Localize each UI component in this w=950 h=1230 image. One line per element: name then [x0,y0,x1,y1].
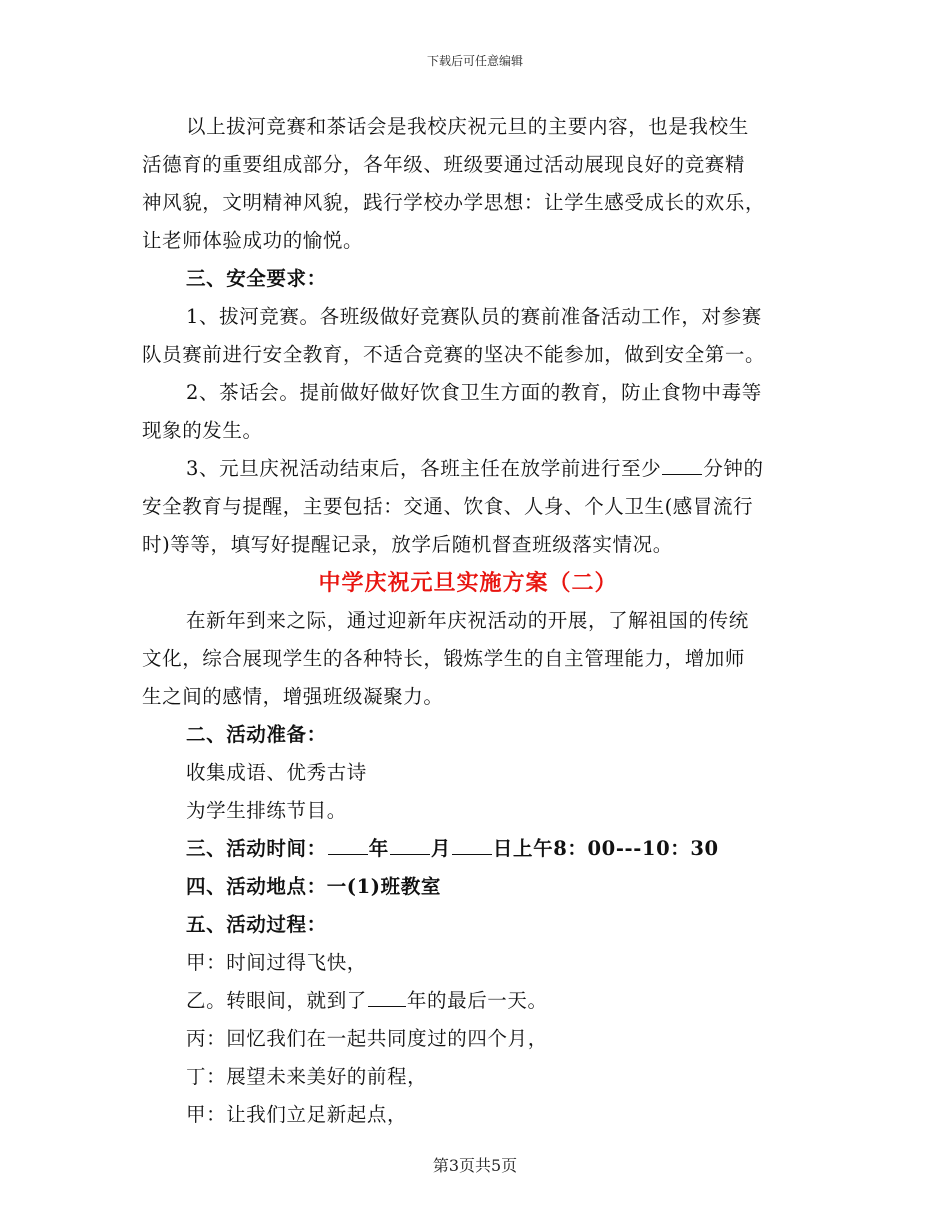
dialogue-line: 甲：让我们立足新起点， [186,1103,408,1126]
page-footer: 第3页共5页 [432,1156,518,1175]
paragraph-line: 2、茶话会。提前做好做好饮食卫生方面的教育，防止食物中毒等 [186,381,762,404]
dialogue-line: 丙：回忆我们在一起共同度过的四个月， [186,1027,548,1050]
paragraph-line: 现象的发生。 [142,419,263,442]
section-heading-process: 五、活动过程： [186,913,327,936]
page-header: 下载后可任意编辑 [426,54,523,68]
paragraph-line: 在新年到来之际，通过迎新年庆祝活动的开展，了解祖国的传统 [186,609,749,632]
list-item: 为学生排练节目。 [186,799,347,822]
paragraph-line: 以上拔河竞赛和茶话会是我校庆祝元旦的主要内容，也是我校生 [186,115,749,138]
text-segment: 乙。转眼间，就到了 [186,989,367,1012]
section-title: 中学庆祝元旦实施方案（二） [318,570,618,596]
text-segment: 月 [430,837,451,860]
document-body [142,108,814,1134]
fill-blank [328,832,368,855]
fill-blank [368,984,406,1007]
text-segment: 年 [368,837,389,860]
paragraph-line: 让老师体验成功的愉悦。 [142,229,364,252]
fill-blank [390,832,430,855]
text-segment: 三、活动时间： [186,837,327,860]
text-segment: 日上午8：00---10：30 [492,837,719,860]
paragraph-line: 安全教育与提醒，主要包括：交通、饮食、人身、个人卫生(感冒流行 [142,495,754,518]
paragraph-line: 1、拔河竞赛。各班级做好竞赛队员的赛前准备活动工作，对参赛 [186,305,762,328]
paragraph-line [142,450,814,488]
dialogue-line: 甲：时间过得飞快， [186,951,367,974]
text-segment: 分钟的 [703,457,764,480]
paragraph-line: 神风貌，文明精神风貌，践行学校办学思想：让学生感受成长的欢乐， [142,191,766,214]
section-heading-time [142,830,814,868]
list-item: 收集成语、优秀古诗 [186,761,367,784]
paragraph-line: 队员赛前进行安全教育，不适合竞赛的坚决不能参加，做到安全第一。 [142,343,766,366]
text-segment: 3、元旦庆祝活动结束后，各班主任在放学前进行至少 [186,457,662,480]
fill-blank [662,452,702,475]
fill-blank [452,832,492,855]
dialogue-line: 丁：展望未来美好的前程， [186,1065,428,1088]
paragraph-line: 时)等等，填写好提醒记录，放学后随机督查班级落实情况。 [142,533,673,556]
section-heading-safety: 三、安全要求： [186,267,327,290]
paragraph-line: 文化，综合展现学生的各种特长，锻炼学生的自主管理能力，增加师 [142,647,746,670]
paragraph-line: 活德育的重要组成部分，各年级、班级要通过活动展现良好的竞赛精 [142,153,746,176]
paragraph-line: 生之间的感情，增强班级凝聚力。 [142,685,444,708]
dialogue-line [142,982,814,1020]
section-heading-prep: 二、活动准备： [186,723,327,746]
text-segment: 年的最后一天。 [406,989,548,1012]
section-heading-place: 四、活动地点：一(1)班教室 [186,875,441,898]
